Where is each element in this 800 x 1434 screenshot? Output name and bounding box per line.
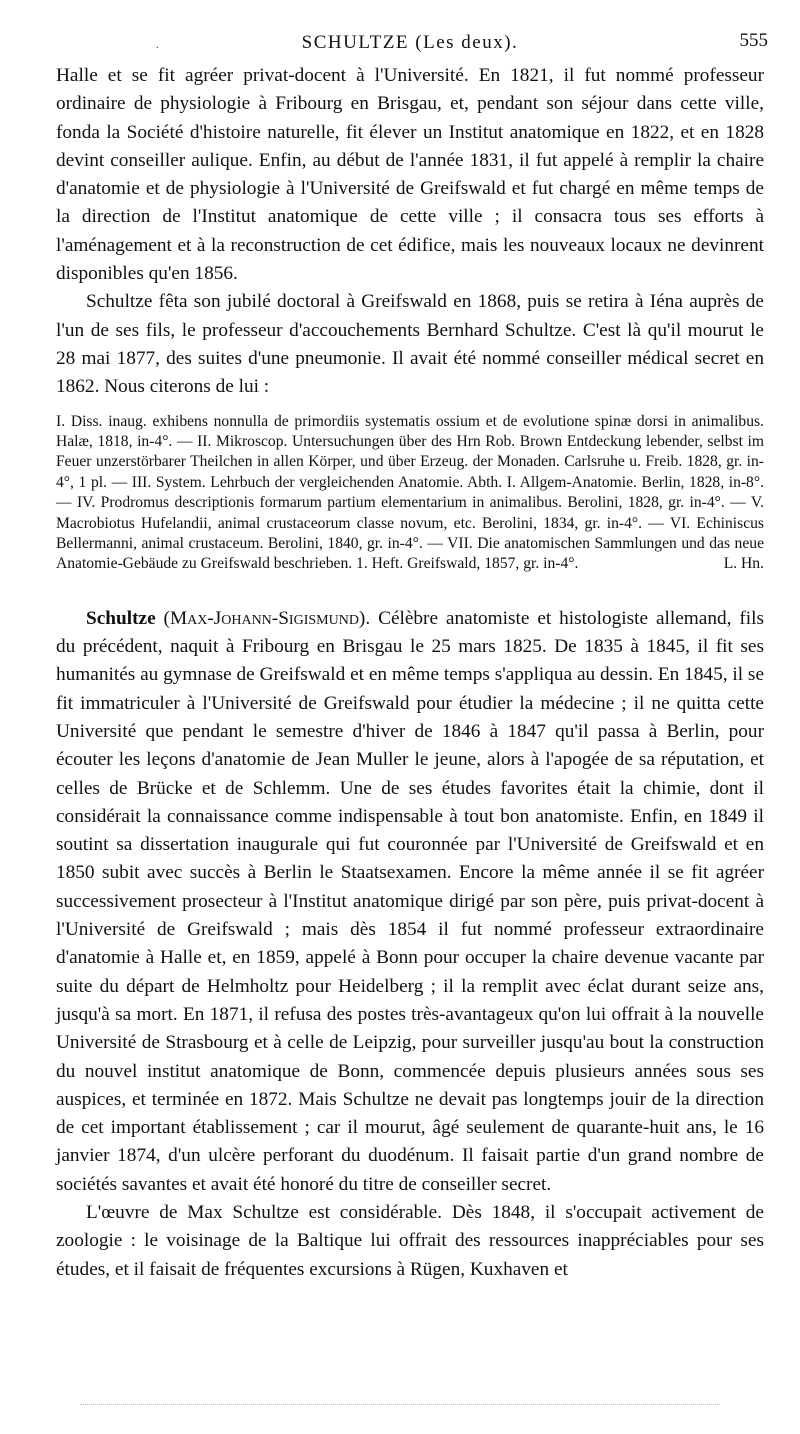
- entry-full-names: (Max-Johann-Sigismund).: [163, 607, 371, 629]
- entry-headword: Schultze: [86, 607, 156, 629]
- entry-paragraph: [56, 605, 764, 1199]
- bibliography-entries: I. Diss. inaug. exhibens nonnulla de primordiis systematis ossium et de evolutione spinæ dorsi in animalibus. Halæ, 1818, in-4°. — II. Mikroscop. Untersuchungen über des Hrn Rob. Brown Entdeckung lebender, selbst im Feuer unzerstörbarer Theilchen in allen Körper, und über Erzeug. der Monaden. Carlsruhe u. Freib. 1828, gr. in-4°, 1 pl. — III. System. Lehrbuch der vergleichenden Anatomie. Abth. I. Allgem-Anatomie. Berlin, 1828, in-8°. — IV. Prodromus descriptionis formarum partium elementarium in animalibus. Berolini, 1828, gr. in-4°. — V. Macrobiotus Hufelandii, animal crustaceorum classe novum, etc. Berolini, 1834, gr. in-4°. — VI. Echiniscus Bellermanni, animal crustaceum. Berolini, 1840, gr. in-4°. — VII. Die anatomischen Sammlungen und das neue Anatomie-Gebäude zu Greifswald beschrieben. 1. Heft. Greifswald, 1857, gr. in-4°.: [56, 412, 764, 573]
- paragraph-continuation: Halle et se fit agréer privat-docent à l'Université. En 1821, il fut nommé professeur ordinaire de physiologie à Fribourg en Brisgau, et, pendant son séjour dans cette ville, fonda la Société d'histoire naturelle, fit élever un Institut anatomique en 1822, et en 1828 devint conseiller aulique. Enfin, au début de l'année 1831, il fut appelé à remplir la chaire d'anatomie et de physiologie à l'Université de Greifswald et fut chargé en même temps de la direction de l'Institut anatomique de cette ville ; il consacra tous ses efforts à l'aménagement et à la reconstruction de cet édifice, mais les nouveaux locaux ne devinrent disponibles qu'en 1856.: [56, 65, 764, 285]
- footer-rule: [80, 1404, 720, 1405]
- header-dot: .: [156, 40, 159, 51]
- bibliography-block: [56, 412, 764, 575]
- page-number: 555: [739, 30, 768, 51]
- entry-text: Célèbre anatomiste et histologiste allemand, fils du précédent, naquit à Fribourg en Brisgau le 25 mars 1825. De 1835 à 1845, il fit ses humanités au gymnase de Greifswald et en même temps s'appliqua au dessin. En 1845, il se fit immatriculer à l'Université de Greifswald pour étudier la médecine ; il ne quitta cette Université que pendant le semestre d'hiver de 1846 à 1847 qu'il passa à Berlin, pour écouter les leçons d'anatomie de Jean Muller le jeune, alors à l'apogée de sa réputation, et celles de Brücke et de Schlemm. Une de ses études favorites était la chimie, dont il considérait la connaissance comme indispensable à tout bon anatomiste. Enfin, en 1849 il soutint sa dissertation inaugurale qui fut couronnée par l'Université de Greifswald et en 1850 subit avec succès à Berlin le Staatsexamen. Encore la même année il se fit agréer successivement prosecteur à l'Institut anatomique dirigé par son père, puis privat-docent à l'Université de Greifswald ; mais dès 1854 il fut nommé professeur extraordinaire d'anatomie à Halle et, en 1859, appelé à Bonn pour occuper la chaire devenue vacante par suite du départ de Helmholtz pour Heidelberg ; il la remplit avec éclat durant seize ans, jusqu'à sa mort. En 1871, il refusa des postes très-avantageux qu'on lui offrait à la nouvelle Université de Strasbourg et à celle de Leipzig, pour surveiller jusqu'au bout la construction du nouvel institut anatomique de Bonn, commencée depuis plusieurs années sous ses auspices, et terminée en 1872. Mais Schultze ne devait pas longtemps jouir de la direction de cet important établissement ; car il mourut, âgé seulement de quarante-huit ans, le 16 janvier 1874, d'un ulcère perforant du duodénum. Il faisait partie d'un grand nombre de sociétés savantes et avait été honoré du titre de conseiller secret.: [56, 607, 764, 1195]
- author-signature: L. Hn.: [723, 555, 764, 573]
- paragraph-jubile: Schultze fêta son jubilé doctoral à Greifswald en 1868, puis se retira à Iéna auprès de l'un de ses fils, le professeur d'accouchements Bernhard Schultze. C'est là qu'il mourut le 28 mai 1877, des suites d'une pneumonie. Il avait été nommé conseiller médical secret en 1862. Nous citerons de lui :: [56, 291, 764, 398]
- running-header: [56, 22, 768, 62]
- body-text: [56, 62, 764, 402]
- paragraph-oeuvre: L'œuvre de Max Schultze est considérable. Dès 1848, il s'occupait activement de zoologie : le voisinage de la Baltique lui offrait des ressources inappréciables pour ses études, et il faisait de fréquentes excursions à Rügen, Kuxhaven et: [56, 1202, 764, 1280]
- running-title: SCHULTZE (Les deux).: [301, 32, 519, 53]
- bibliography-text: [56, 412, 764, 575]
- entry-max-schultze: [56, 605, 764, 1284]
- page: [56, 22, 768, 1284]
